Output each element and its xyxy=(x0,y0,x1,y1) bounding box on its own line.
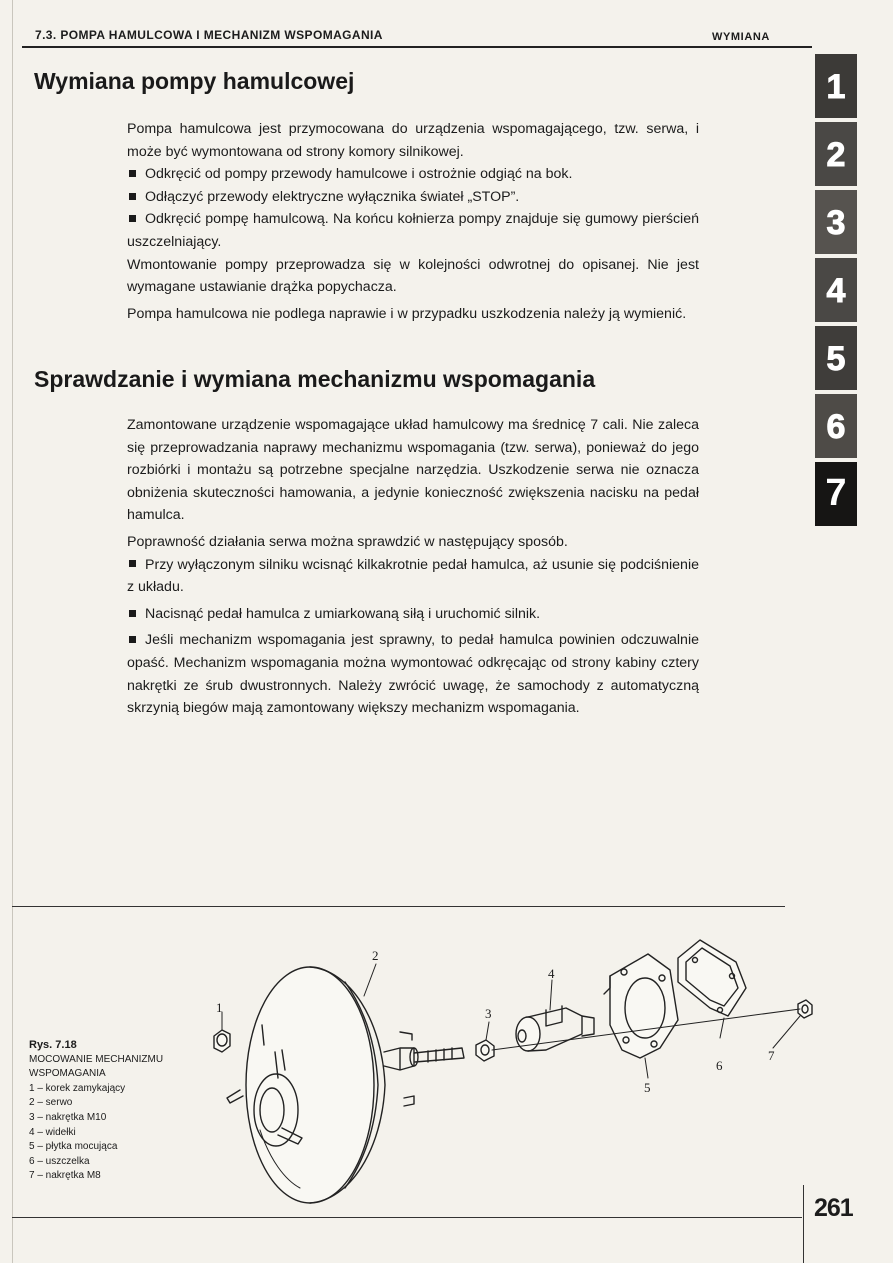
bullet-item xyxy=(127,554,699,599)
chapter-tab-6[interactable] xyxy=(815,394,857,458)
legend-item: 6 – uszczelka xyxy=(29,1155,90,1167)
bullet-item xyxy=(127,629,699,719)
figure-title: MOCOWANIE MECHANIZMU WSPOMAGANIA xyxy=(29,1053,164,1080)
bullet-text: Jeśli mechanizm wspomagania jest sprawny, to pedał hamulca powinien odczuwalnie opaść. Mechanizm wspomagania można wymontować odkręcając od strony kabiny cztery nakrętki ze śrub dwustronnych. Należy zwrócić uwagę, że samochody z automatyczną skrzynią biegów mają zamontowany większy mechanizm wspomagania. xyxy=(127,632,699,717)
booster-body-drawing xyxy=(227,967,385,1203)
cap-drawing xyxy=(214,1030,230,1052)
bullet-item xyxy=(127,163,699,186)
bullet-text: Przy wyłączonym silniku wcisnąć kilkakrotnie pedał hamulca, aż usunie się podciśnienie z układu. xyxy=(127,556,699,596)
chapter-tab-7-active[interactable] xyxy=(815,462,857,526)
bullet-item xyxy=(127,208,699,253)
footer-vertical-rule xyxy=(803,1185,804,1263)
running-header-category: WYMIANA xyxy=(712,31,770,43)
paragraph: Zamontowane urządzenie wspomagające układ hamulcowy ma średnicę 7 cali. Nie zaleca się przeprowadzania naprawy mechanizmu wspomagania (tzw. serwa), ponieważ do jego rozbiórki i montażu są potrzebne specjalne narzędzia. Uszkodzenie serwa nie oznacza obniżenia skuteczności hamowania, a jedynie konieczność zwiększenia nacisku na pedał hamulca. xyxy=(127,417,699,524)
bullet-item xyxy=(127,603,699,626)
chapter-tab-4[interactable] xyxy=(815,258,857,322)
header-rule xyxy=(22,46,812,48)
figure-label: 5 xyxy=(644,1080,651,1095)
figure-caption xyxy=(29,1038,209,1184)
chapter-tab-number: 5 xyxy=(826,340,846,378)
chapter-tab-number: 3 xyxy=(826,204,846,242)
bullet-square-icon xyxy=(129,610,136,617)
paragraph: Pompa hamulcowa jest przymocowana do urządzenia wspomagającego, tzw. serwa, i może być wymontowana od strony komory silnikowej. xyxy=(127,121,699,160)
legend-item: 4 – widełki xyxy=(29,1126,76,1138)
paragraph: Poprawność działania serwa można sprawdzić w następujący sposób. xyxy=(127,533,568,550)
nut-m10-drawing xyxy=(476,1040,494,1061)
paragraph: Wmontowanie pompy przeprowadza się w kolejności odwrotnej do opisanej. Nie jest wymagane ustawianie drążka popychacza. xyxy=(127,256,699,296)
brake-booster-drawing xyxy=(200,930,820,1230)
chapter-tab-number: 7 xyxy=(825,472,847,514)
chapter-tab-3[interactable] xyxy=(815,190,857,254)
chapter-tab-number: 4 xyxy=(826,272,846,310)
figure-label: 3 xyxy=(485,1006,492,1021)
bullet-text: Odkręcić od pompy przewody hamulcowe i ostrożnie odgiąć na bok. xyxy=(145,166,573,183)
legend-item: 1 – korek zamykający xyxy=(29,1082,126,1094)
bullet-item xyxy=(127,186,699,209)
bullet-square-icon xyxy=(129,215,136,222)
figure-number: Rys. 7.18 xyxy=(29,1039,77,1051)
bullet-square-icon xyxy=(129,170,136,177)
legend-item: 5 – płytka mocująca xyxy=(29,1141,118,1153)
gasket-drawing xyxy=(678,940,746,1016)
figure-label: 6 xyxy=(716,1058,723,1073)
section-body-booster xyxy=(127,414,699,720)
page-number: 261 xyxy=(814,1194,853,1222)
hub-and-pushrod-drawing xyxy=(384,1032,464,1106)
bullet-text: Nacisnąć pedał hamulca z umiarkowaną siłą i uruchomić silnik. xyxy=(145,605,541,622)
section-title-booster: Sprawdzanie i wymiana mechanizmu wspomagania xyxy=(34,366,596,392)
section-title-pump: Wymiana pompy hamulcowej xyxy=(34,68,355,94)
footer-rule xyxy=(12,1217,802,1218)
page-edge xyxy=(12,0,13,1263)
chapter-tab-number: 1 xyxy=(826,68,846,106)
figure-label: 1 xyxy=(216,1000,223,1015)
bullet-text: Odłączyć przewody elektryczne wyłącznika świateł „STOP”. xyxy=(145,188,520,205)
running-header-section: 7.3. POMPA HAMULCOWA I MECHANIZM WSPOMAGANIA xyxy=(35,28,383,42)
section-body-pump xyxy=(127,118,699,325)
legend-item: 3 – nakrętka M10 xyxy=(29,1111,107,1123)
paragraph: Pompa hamulcowa nie podlega naprawie i w przypadku uszkodzenia należy ją wymienić. xyxy=(127,305,687,322)
figure-label: 2 xyxy=(372,948,379,963)
bullet-text: Odkręcić pompę hamulcową. Na końcu kołnierza pompy znajduje się gumowy pierścień uszczelniający. xyxy=(127,211,699,250)
chapter-tab-number: 2 xyxy=(826,136,846,174)
legend-item: 2 – serwo xyxy=(29,1097,73,1109)
bullet-square-icon xyxy=(129,636,136,643)
chapter-tab-5[interactable] xyxy=(815,326,857,390)
bullet-square-icon xyxy=(129,193,136,200)
chapter-tab-2[interactable] xyxy=(815,122,857,186)
figure-rule xyxy=(12,906,785,907)
fork-drawing xyxy=(516,1006,594,1051)
legend-item: 7 – nakrętka M8 xyxy=(29,1170,101,1182)
chapter-tab-1[interactable] xyxy=(815,54,857,118)
mounting-plate-drawing xyxy=(604,954,678,1058)
figure-label: 4 xyxy=(548,966,555,981)
chapter-tab-number: 6 xyxy=(826,408,846,446)
figure-label: 7 xyxy=(768,1048,775,1063)
chapter-tabs xyxy=(815,54,857,530)
bullet-square-icon xyxy=(129,560,136,567)
